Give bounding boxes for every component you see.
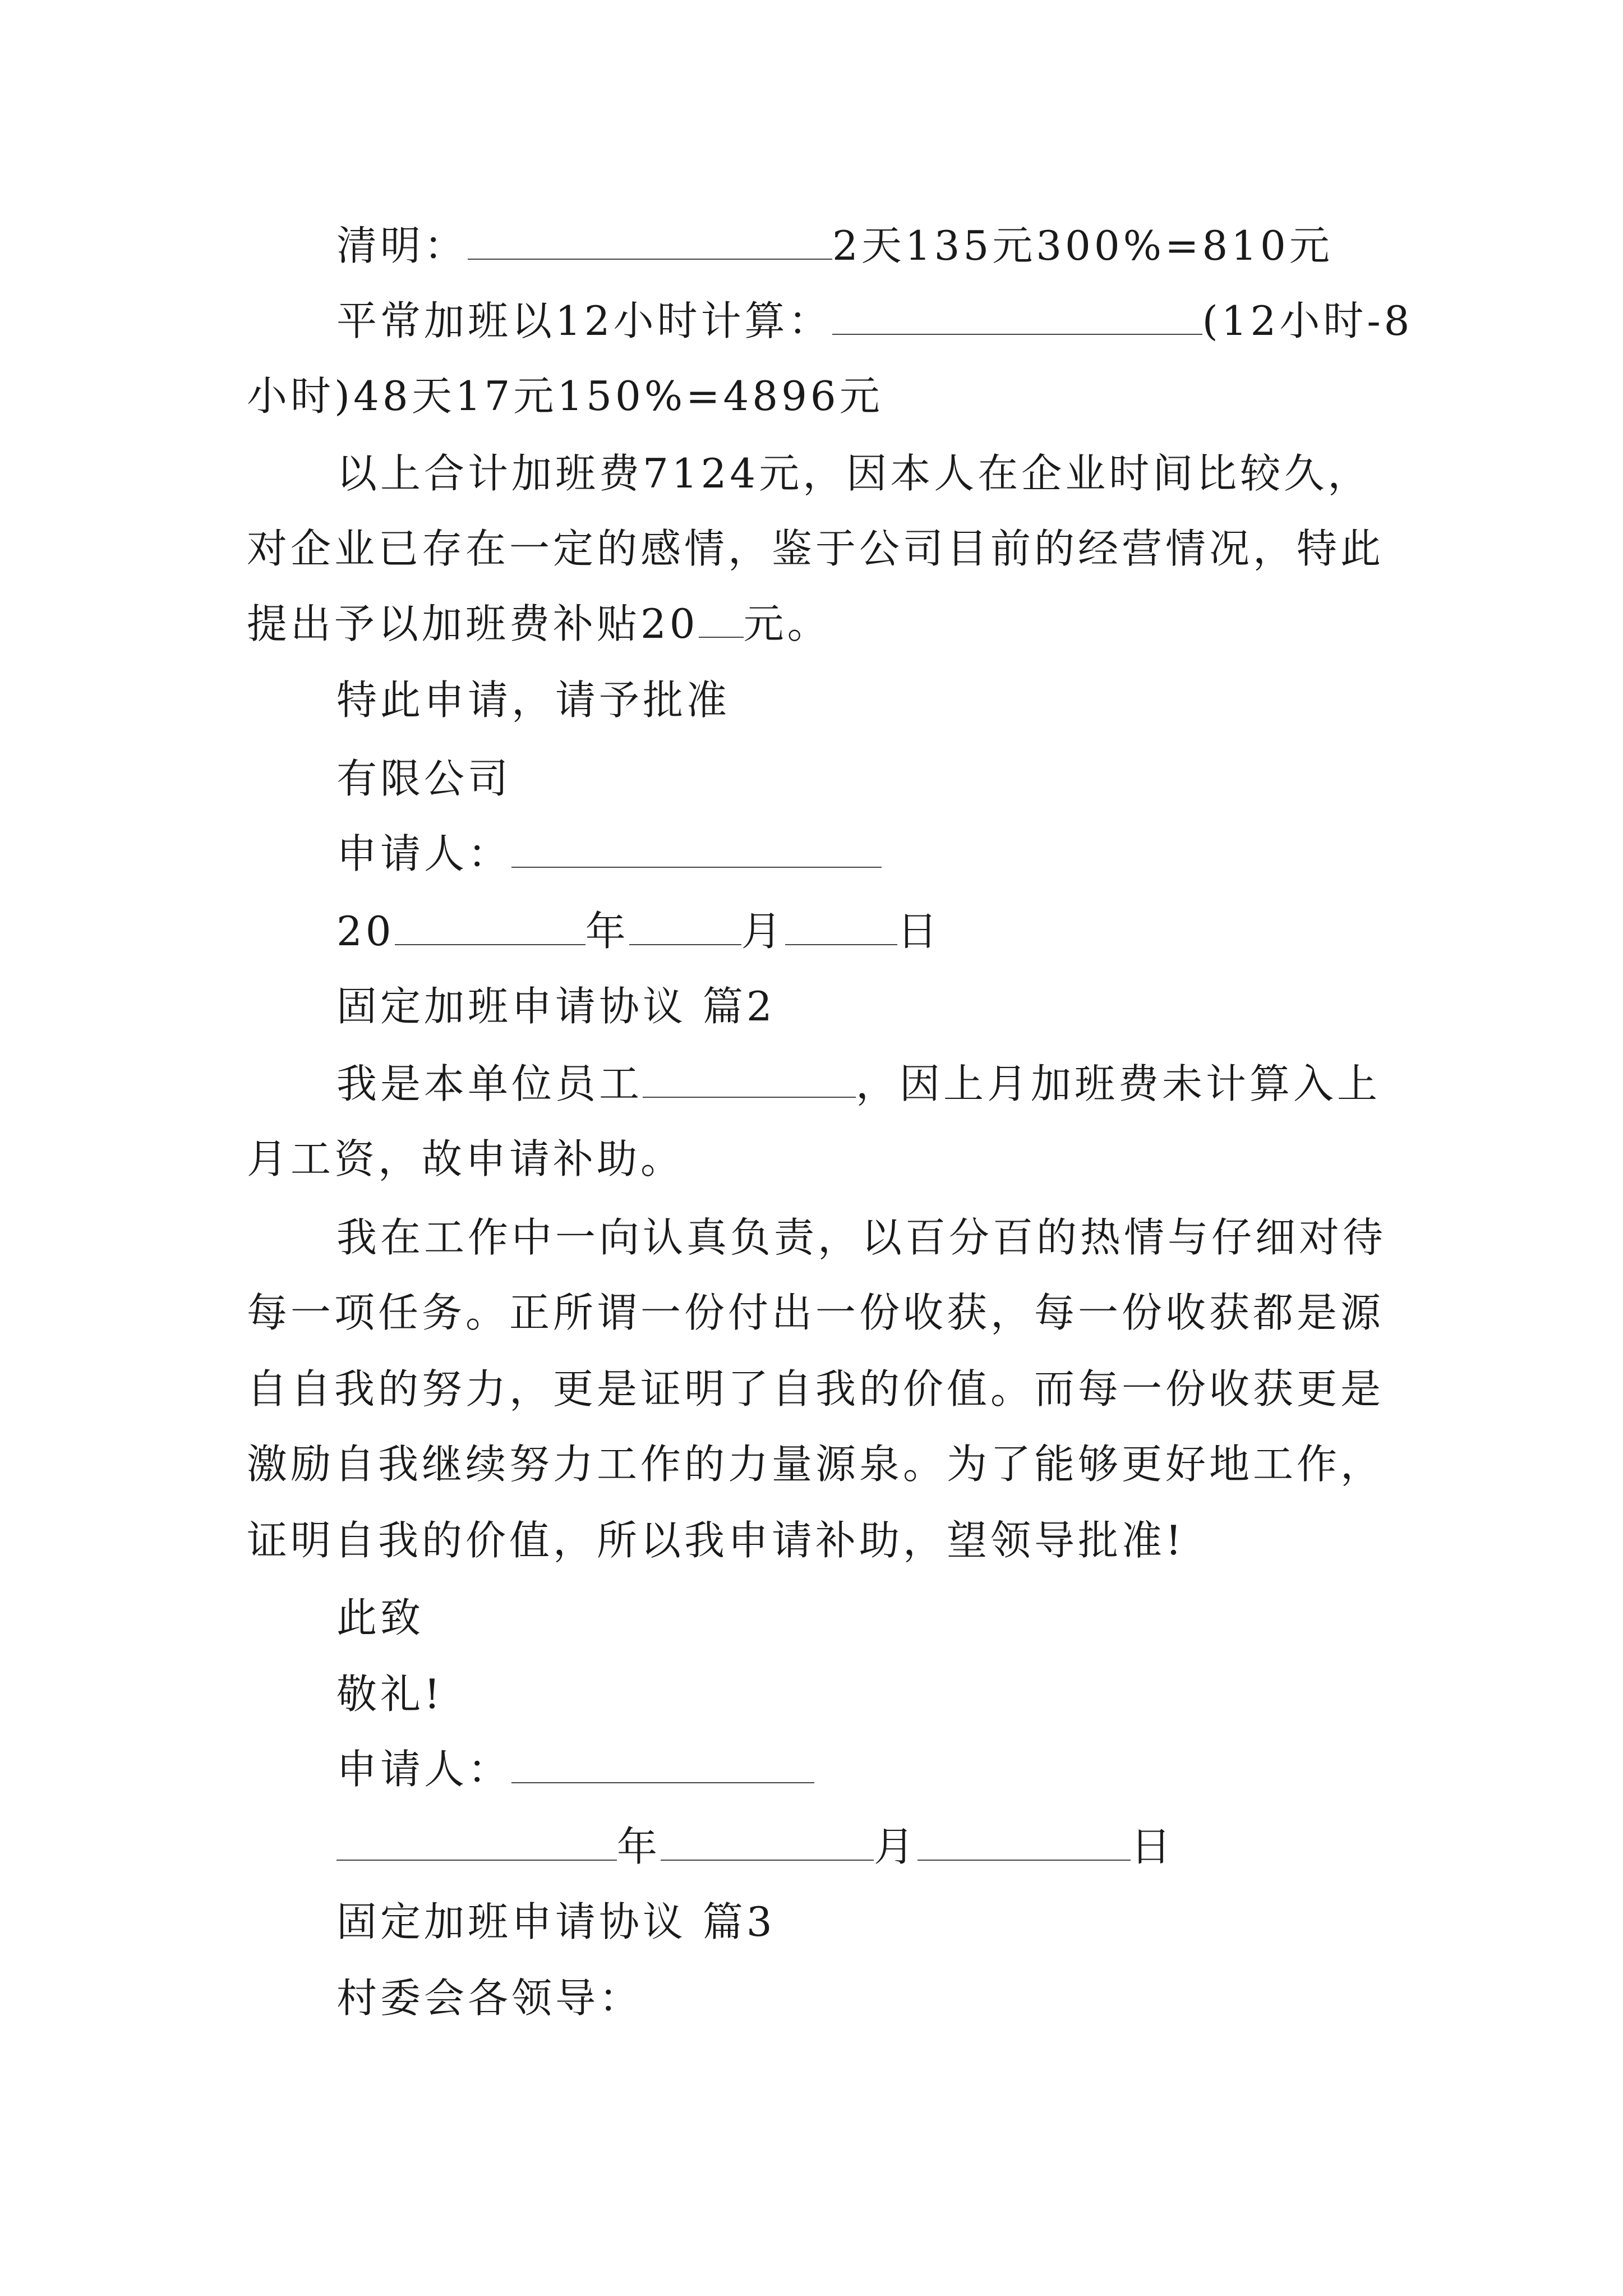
day-label: 日 xyxy=(897,908,941,955)
blank-field xyxy=(643,1062,856,1098)
text-segment: 对企业已存在一定的感情，鉴于公司目前的经营情况，特此 xyxy=(247,525,1385,572)
paragraph-line xyxy=(247,1362,1384,1416)
month-label: 月 xyxy=(741,908,785,955)
text-segment: 我是本单位员工 xyxy=(336,1060,643,1107)
text-line xyxy=(336,673,730,727)
text-segment: 2天135元300%=810元 xyxy=(832,222,1333,269)
applicant-label: 申请人： xyxy=(336,1746,512,1793)
year-label: 年 xyxy=(585,908,629,955)
month-blank xyxy=(661,1825,874,1861)
text-segment: 月工资，故申请补助。 xyxy=(247,1135,685,1182)
applicant-blank xyxy=(511,1747,814,1783)
blank-field xyxy=(832,299,1202,335)
applicant-label: 申请人： xyxy=(336,830,512,877)
heading-text: 固定加班申请协议 篇3 xyxy=(336,1898,776,1945)
section-heading xyxy=(336,979,776,1033)
year-blank xyxy=(336,1825,617,1861)
month-label: 月 xyxy=(874,1823,918,1870)
applicant-line xyxy=(336,827,882,881)
year-blank xyxy=(395,909,585,945)
company-line xyxy=(336,752,511,806)
paragraph-line xyxy=(336,1211,1386,1264)
salutation-line xyxy=(336,1971,643,2025)
year-label: 年 xyxy=(617,1823,661,1870)
text-segment: 特此申请，请予批准 xyxy=(336,677,731,724)
paragraph-line xyxy=(247,1286,1384,1340)
heading-text: 固定加班申请协议 篇2 xyxy=(336,983,776,1030)
text-segment: 激励自我继续努力工作的力量源泉。为了能够更好地工作， xyxy=(247,1441,1385,1488)
paragraph-line xyxy=(247,1513,1185,1567)
month-blank xyxy=(629,909,741,945)
day-label: 日 xyxy=(1131,1823,1175,1870)
day-blank xyxy=(917,1825,1131,1861)
text-line xyxy=(336,294,1413,348)
text-segment: 元。 xyxy=(743,600,831,647)
paragraph-line xyxy=(247,522,1384,576)
text-segment: 以上合计加班费7124元，因本人在企业时间比较久， xyxy=(336,450,1372,497)
paragraph-line xyxy=(247,1437,1384,1491)
blank-field xyxy=(468,224,832,260)
salute-line xyxy=(336,1667,444,1721)
applicant-line xyxy=(336,1742,814,1796)
blank-field xyxy=(699,602,744,638)
text-segment: (12小时-8 xyxy=(1202,297,1413,344)
paragraph-line xyxy=(247,1132,684,1186)
text-segment: 小时)48天17元150%=4896元 xyxy=(247,372,883,420)
text-segment: 证明自我的价值，所以我申请补助，望领导批准! xyxy=(247,1517,1185,1564)
date-line xyxy=(336,904,941,958)
text-line xyxy=(247,369,883,423)
text-segment: 每一项任务。正所谓一份付出一份收获，每一份收获都是源 xyxy=(247,1289,1385,1336)
text-line xyxy=(336,219,1333,273)
day-blank xyxy=(785,909,897,945)
year-prefix: 20 xyxy=(336,908,395,955)
text-segment: 自自我的努力，更是证明了自我的价值。而每一份收获更是 xyxy=(247,1365,1385,1412)
paragraph-line xyxy=(336,1057,1381,1111)
label-qingming: 清明： xyxy=(336,222,468,269)
company-name: 有限公司 xyxy=(336,755,512,802)
text-segment: 平常加班以12小时计算： xyxy=(336,297,832,344)
closing-line xyxy=(336,1591,424,1645)
salute-text: 敬礼! xyxy=(336,1671,444,1718)
closing-text: 此致 xyxy=(336,1594,425,1641)
text-segment: 提出予以加班费补贴20 xyxy=(247,600,699,647)
text-segment: 我在工作中一向认真负责，以百分百的热情与仔细对待 xyxy=(336,1214,1387,1261)
salutation-text: 村委会各领导： xyxy=(336,1975,643,2022)
text-segment: ，因上月加班费未计算入上 xyxy=(856,1060,1381,1107)
date-line xyxy=(336,1820,1174,1874)
applicant-blank xyxy=(511,832,882,868)
paragraph-line xyxy=(247,597,831,651)
section-heading xyxy=(336,1895,776,1949)
paragraph-line xyxy=(336,447,1371,500)
